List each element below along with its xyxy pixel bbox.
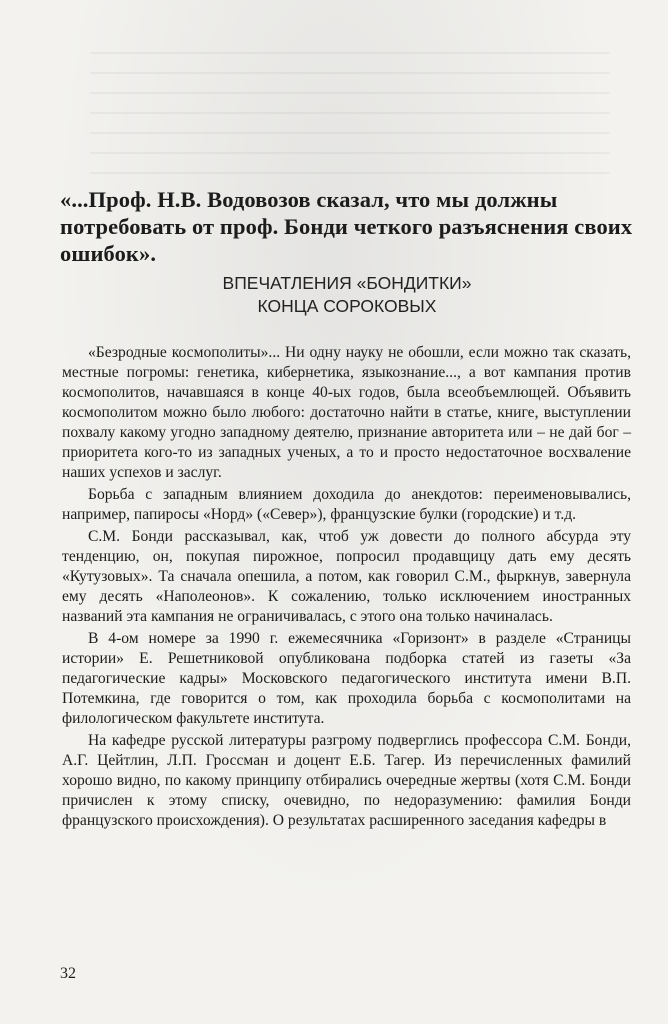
section-quote-heading: «...Проф. Н.В. Водовозов сказал, что мы должны потребовать от проф. Бонди четкого разъяснения своих ошибок».	[60, 187, 633, 266]
body-text	[62, 343, 631, 831]
paragraph: «Безродные космополиты»... Ни одну науку не обошли, если можно так сказать, местные погромы: генетика, кибернетика, языкознание..., а вот кампания против космополитов, начавшаяся в конце 40-ых годов, была всеобъемлющей. Объявить космополитом можно было любого: достаточно найти в статье, книге, выступлении похвалу какому угодно западному деятелю, признание авторитета или – не дай бог – приоритета кого-то из западных ученых, а то и просто недостаточное восхваление наших успехов и заслуг.	[62, 344, 631, 481]
page-number: 32	[60, 965, 76, 982]
bleed-through-line	[90, 52, 610, 54]
paragraph: С.М. Бонди рассказывал, как, чтоб уж довести до полного абсурда эту тенденцию, он, покупая пирожное, попросил продавщицу дать ему десять «Кутузовых». Та сначала опешила, а потом, как говорил С.М., фыркнув, завернула ему десять «Наполеонов». К сожалению, только исключением иностранных названий эта кампания не ограничивалась, с этого она только начиналась.	[62, 528, 631, 625]
paragraph: Борьба с западным влиянием доходила до анекдотов: переименовывались, например, папиросы «Норд» («Север»), французские булки (городские) и т.д.	[62, 486, 631, 523]
bleed-through-line	[90, 112, 610, 114]
chapter-title-line-2: КОНЦА СОРОКОВЫХ	[257, 296, 437, 316]
bleed-through-line	[90, 152, 610, 154]
bleed-through-line	[90, 92, 610, 94]
paragraph: На кафедре русской литературы разгрому подверглись профессора С.М. Бонди, А.Г. Цейтлин, Л.П. Гроссман и доцент Е.Б. Тагер. Из перечисленных фамилий хорошо видно, по какому принципу отбирались очередные жертвы (хотя С.М. Бонди причислен к этому списку, очевидно, по недоразумению: фамилия Бонди французского происхождения). О результатах расширенного заседания кафедры в	[62, 732, 631, 829]
bleed-through-line	[90, 172, 610, 174]
chapter-title-line-1: ВПЕЧАТЛЕНИЯ «БОНДИТКИ»	[222, 273, 472, 293]
paragraph: В 4-ом номере за 1990 г. ежемесячника «Горизонт» в разделе «Страницы истории» Е. Решетниковой опубликована подборка статей из газеты «За педагогические кадры» Московского педагогического института имени В.П. Потемкина, где говорится о том, как проходила борьба с космополитами на филологическом факультете института.	[62, 630, 631, 727]
bleed-through-line	[90, 72, 610, 74]
bleed-through-line	[90, 132, 610, 134]
